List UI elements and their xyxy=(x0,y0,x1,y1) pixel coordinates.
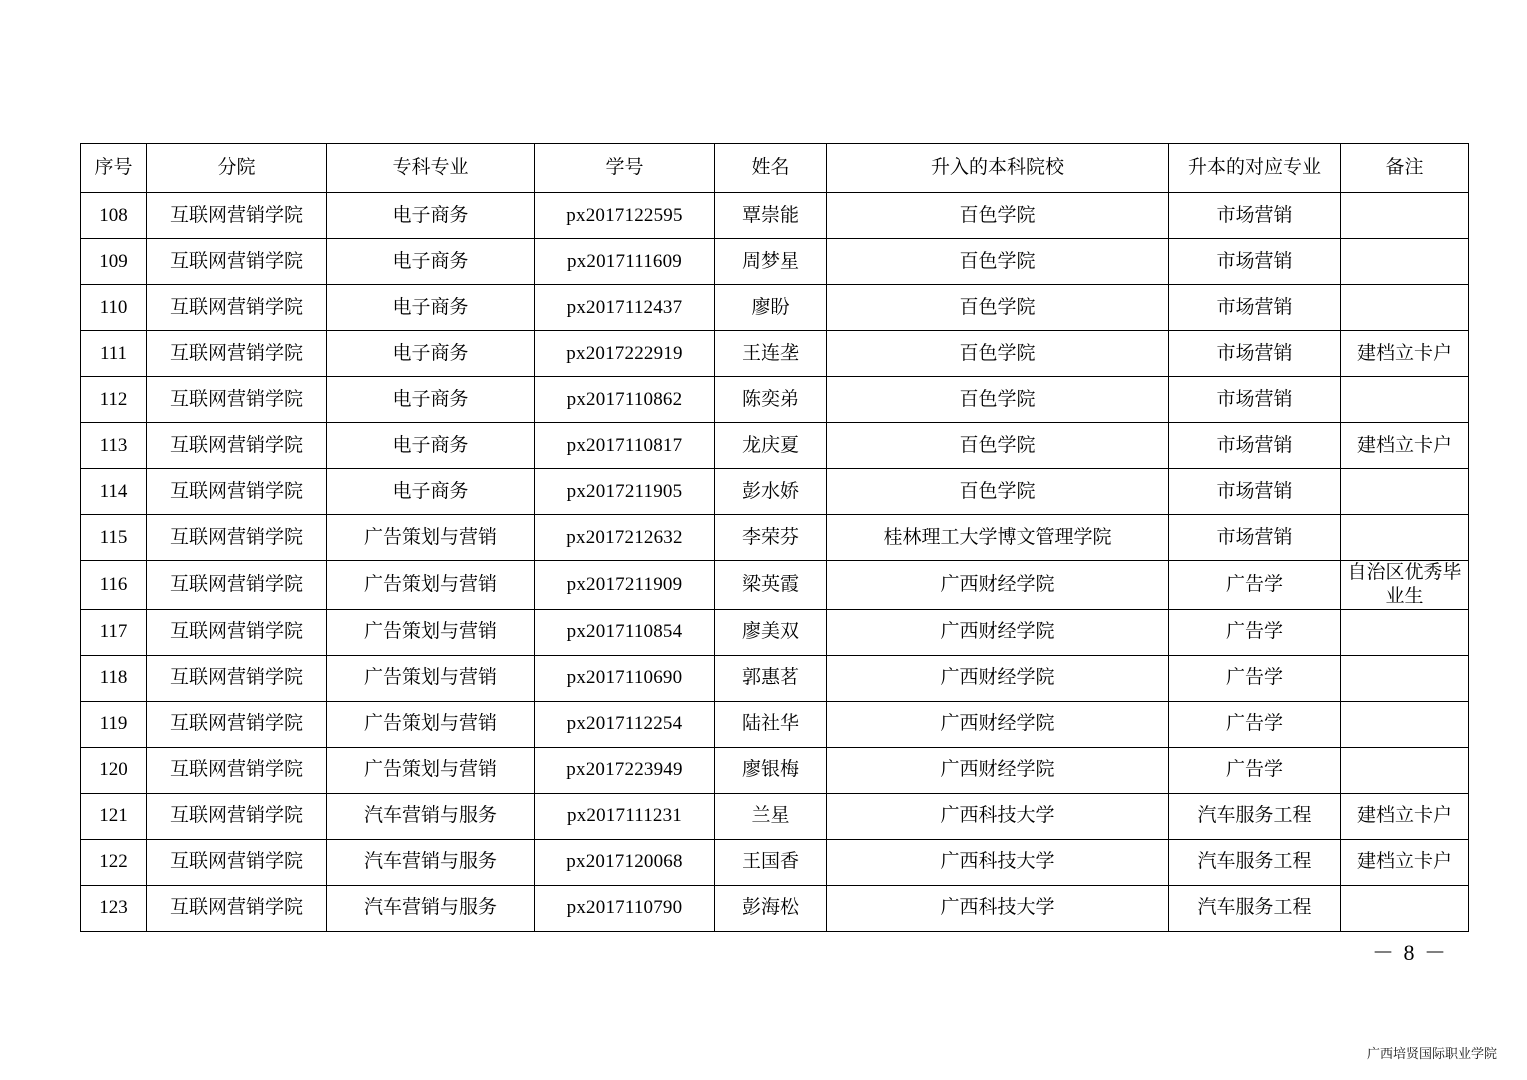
cell-name: 陆社华 xyxy=(715,701,827,747)
cell-note: 建档立卡户 xyxy=(1341,423,1469,469)
cell-branch: 互联网营销学院 xyxy=(147,331,327,377)
table-row xyxy=(81,793,1469,839)
cell-school: 广西科技大学 xyxy=(827,839,1169,885)
cell-student-id: px2017111609 xyxy=(535,239,715,285)
cell-branch: 互联网营销学院 xyxy=(147,655,327,701)
column-header-student-id: 学号 xyxy=(535,144,715,193)
cell-student-id: px2017112437 xyxy=(535,285,715,331)
table-body xyxy=(81,193,1469,932)
cell-no: 115 xyxy=(81,515,147,561)
cell-name: 廖银梅 xyxy=(715,747,827,793)
cell-name: 王连垄 xyxy=(715,331,827,377)
cell-note: 自治区优秀毕业生 xyxy=(1341,561,1469,610)
cell-student-id: px2017110790 xyxy=(535,885,715,931)
cell-student-id: px2017111231 xyxy=(535,793,715,839)
cell-branch: 互联网营销学院 xyxy=(147,839,327,885)
cell-student-id: px2017110854 xyxy=(535,609,715,655)
cell-no: 111 xyxy=(81,331,147,377)
cell-name: 周梦星 xyxy=(715,239,827,285)
cell-target-major: 广告学 xyxy=(1169,701,1341,747)
cell-major: 电子商务 xyxy=(327,193,535,239)
cell-no: 110 xyxy=(81,285,147,331)
cell-major: 电子商务 xyxy=(327,285,535,331)
cell-name: 陈奕弟 xyxy=(715,377,827,423)
cell-major: 汽车营销与服务 xyxy=(327,793,535,839)
cell-student-id: px2017122595 xyxy=(535,193,715,239)
cell-no: 118 xyxy=(81,655,147,701)
cell-student-id: px2017112254 xyxy=(535,701,715,747)
cell-major: 电子商务 xyxy=(327,423,535,469)
cell-note: 建档立卡户 xyxy=(1341,839,1469,885)
table-row xyxy=(81,515,1469,561)
cell-major: 电子商务 xyxy=(327,469,535,515)
cell-no: 119 xyxy=(81,701,147,747)
cell-no: 123 xyxy=(81,885,147,931)
table-row xyxy=(81,885,1469,931)
cell-note xyxy=(1341,515,1469,561)
footer-institution-name: 广西培贤国际职业学院 xyxy=(1366,1047,1497,1062)
cell-target-major: 汽车服务工程 xyxy=(1169,793,1341,839)
cell-no: 120 xyxy=(81,747,147,793)
table-row xyxy=(81,377,1469,423)
cell-school: 广西财经学院 xyxy=(827,561,1169,610)
cell-major: 广告策划与营销 xyxy=(327,515,535,561)
table-row xyxy=(81,285,1469,331)
student-table-container xyxy=(80,143,1462,932)
column-header-target-major: 升本的对应专业 xyxy=(1169,144,1341,193)
cell-student-id: px2017110690 xyxy=(535,655,715,701)
cell-note xyxy=(1341,469,1469,515)
cell-school: 广西财经学院 xyxy=(827,655,1169,701)
cell-branch: 互联网营销学院 xyxy=(147,239,327,285)
cell-branch: 互联网营销学院 xyxy=(147,423,327,469)
cell-no: 116 xyxy=(81,561,147,610)
cell-note xyxy=(1341,239,1469,285)
cell-target-major: 广告学 xyxy=(1169,609,1341,655)
cell-target-major: 市场营销 xyxy=(1169,377,1341,423)
cell-major: 广告策划与营销 xyxy=(327,701,535,747)
cell-student-id: px2017212632 xyxy=(535,515,715,561)
cell-name: 廖美双 xyxy=(715,609,827,655)
cell-school: 百色学院 xyxy=(827,331,1169,377)
cell-major: 广告策划与营销 xyxy=(327,655,535,701)
cell-target-major: 汽车服务工程 xyxy=(1169,839,1341,885)
table-row xyxy=(81,747,1469,793)
cell-no: 117 xyxy=(81,609,147,655)
table-row xyxy=(81,193,1469,239)
cell-no: 113 xyxy=(81,423,147,469)
table-row xyxy=(81,561,1469,610)
cell-branch: 互联网营销学院 xyxy=(147,469,327,515)
cell-school: 百色学院 xyxy=(827,377,1169,423)
cell-target-major: 市场营销 xyxy=(1169,515,1341,561)
cell-target-major: 市场营销 xyxy=(1169,423,1341,469)
cell-major: 电子商务 xyxy=(327,331,535,377)
cell-name: 兰星 xyxy=(715,793,827,839)
cell-major: 电子商务 xyxy=(327,377,535,423)
cell-target-major: 广告学 xyxy=(1169,561,1341,610)
cell-target-major: 广告学 xyxy=(1169,655,1341,701)
cell-no: 121 xyxy=(81,793,147,839)
cell-branch: 互联网营销学院 xyxy=(147,609,327,655)
cell-target-major: 市场营销 xyxy=(1169,331,1341,377)
cell-name: 郭惠茗 xyxy=(715,655,827,701)
column-header-note: 备注 xyxy=(1341,144,1469,193)
cell-no: 112 xyxy=(81,377,147,423)
cell-note: 建档立卡户 xyxy=(1341,793,1469,839)
cell-student-id: px2017120068 xyxy=(535,839,715,885)
cell-school: 广西财经学院 xyxy=(827,701,1169,747)
cell-branch: 互联网营销学院 xyxy=(147,561,327,610)
cell-school: 百色学院 xyxy=(827,239,1169,285)
table-header xyxy=(81,144,1469,193)
cell-name: 梁英霞 xyxy=(715,561,827,610)
cell-school: 广西科技大学 xyxy=(827,793,1169,839)
cell-branch: 互联网营销学院 xyxy=(147,885,327,931)
cell-student-id: px2017110817 xyxy=(535,423,715,469)
cell-name: 覃崇能 xyxy=(715,193,827,239)
cell-branch: 互联网营销学院 xyxy=(147,747,327,793)
cell-student-id: px2017222919 xyxy=(535,331,715,377)
cell-name: 李荣芬 xyxy=(715,515,827,561)
cell-name: 彭海松 xyxy=(715,885,827,931)
cell-no: 109 xyxy=(81,239,147,285)
cell-branch: 互联网营销学院 xyxy=(147,193,327,239)
cell-no: 108 xyxy=(81,193,147,239)
cell-name: 廖盼 xyxy=(715,285,827,331)
student-promotion-table xyxy=(80,143,1469,932)
cell-note xyxy=(1341,655,1469,701)
table-row xyxy=(81,423,1469,469)
cell-branch: 互联网营销学院 xyxy=(147,285,327,331)
cell-student-id: px2017211909 xyxy=(535,561,715,610)
cell-branch: 互联网营销学院 xyxy=(147,515,327,561)
table-header-row xyxy=(81,144,1469,193)
table-row xyxy=(81,701,1469,747)
cell-school: 百色学院 xyxy=(827,423,1169,469)
table-row xyxy=(81,609,1469,655)
cell-school: 百色学院 xyxy=(827,285,1169,331)
table-row xyxy=(81,839,1469,885)
cell-major: 汽车营销与服务 xyxy=(327,885,535,931)
cell-school: 百色学院 xyxy=(827,193,1169,239)
cell-student-id: px2017223949 xyxy=(535,747,715,793)
cell-note xyxy=(1341,885,1469,931)
column-header-major: 专科专业 xyxy=(327,144,535,193)
table-row xyxy=(81,239,1469,285)
cell-major: 电子商务 xyxy=(327,239,535,285)
column-header-no: 序号 xyxy=(81,144,147,193)
cell-major: 广告策划与营销 xyxy=(327,561,535,610)
cell-name: 龙庆夏 xyxy=(715,423,827,469)
cell-note xyxy=(1341,609,1469,655)
cell-note xyxy=(1341,701,1469,747)
cell-no: 114 xyxy=(81,469,147,515)
cell-school: 桂林理工大学博文管理学院 xyxy=(827,515,1169,561)
cell-major: 广告策划与营销 xyxy=(327,609,535,655)
table-row xyxy=(81,655,1469,701)
cell-target-major: 汽车服务工程 xyxy=(1169,885,1341,931)
page-number: － 8 － xyxy=(1371,940,1448,965)
cell-branch: 互联网营销学院 xyxy=(147,701,327,747)
cell-note: 建档立卡户 xyxy=(1341,331,1469,377)
cell-school: 广西财经学院 xyxy=(827,747,1169,793)
cell-student-id: px2017110862 xyxy=(535,377,715,423)
cell-target-major: 广告学 xyxy=(1169,747,1341,793)
cell-note xyxy=(1341,193,1469,239)
cell-target-major: 市场营销 xyxy=(1169,193,1341,239)
cell-name: 彭水娇 xyxy=(715,469,827,515)
table-row xyxy=(81,331,1469,377)
table-row xyxy=(81,469,1469,515)
cell-no: 122 xyxy=(81,839,147,885)
cell-school: 广西财经学院 xyxy=(827,609,1169,655)
cell-major: 广告策划与营销 xyxy=(327,747,535,793)
column-header-branch: 分院 xyxy=(147,144,327,193)
cell-note xyxy=(1341,377,1469,423)
column-header-school: 升入的本科院校 xyxy=(827,144,1169,193)
column-header-name: 姓名 xyxy=(715,144,827,193)
cell-target-major: 市场营销 xyxy=(1169,285,1341,331)
cell-branch: 互联网营销学院 xyxy=(147,377,327,423)
cell-note xyxy=(1341,747,1469,793)
cell-name: 王国香 xyxy=(715,839,827,885)
cell-major: 汽车营销与服务 xyxy=(327,839,535,885)
cell-branch: 互联网营销学院 xyxy=(147,793,327,839)
cell-school: 广西科技大学 xyxy=(827,885,1169,931)
cell-note xyxy=(1341,285,1469,331)
cell-school: 百色学院 xyxy=(827,469,1169,515)
cell-target-major: 市场营销 xyxy=(1169,239,1341,285)
cell-target-major: 市场营销 xyxy=(1169,469,1341,515)
cell-student-id: px2017211905 xyxy=(535,469,715,515)
